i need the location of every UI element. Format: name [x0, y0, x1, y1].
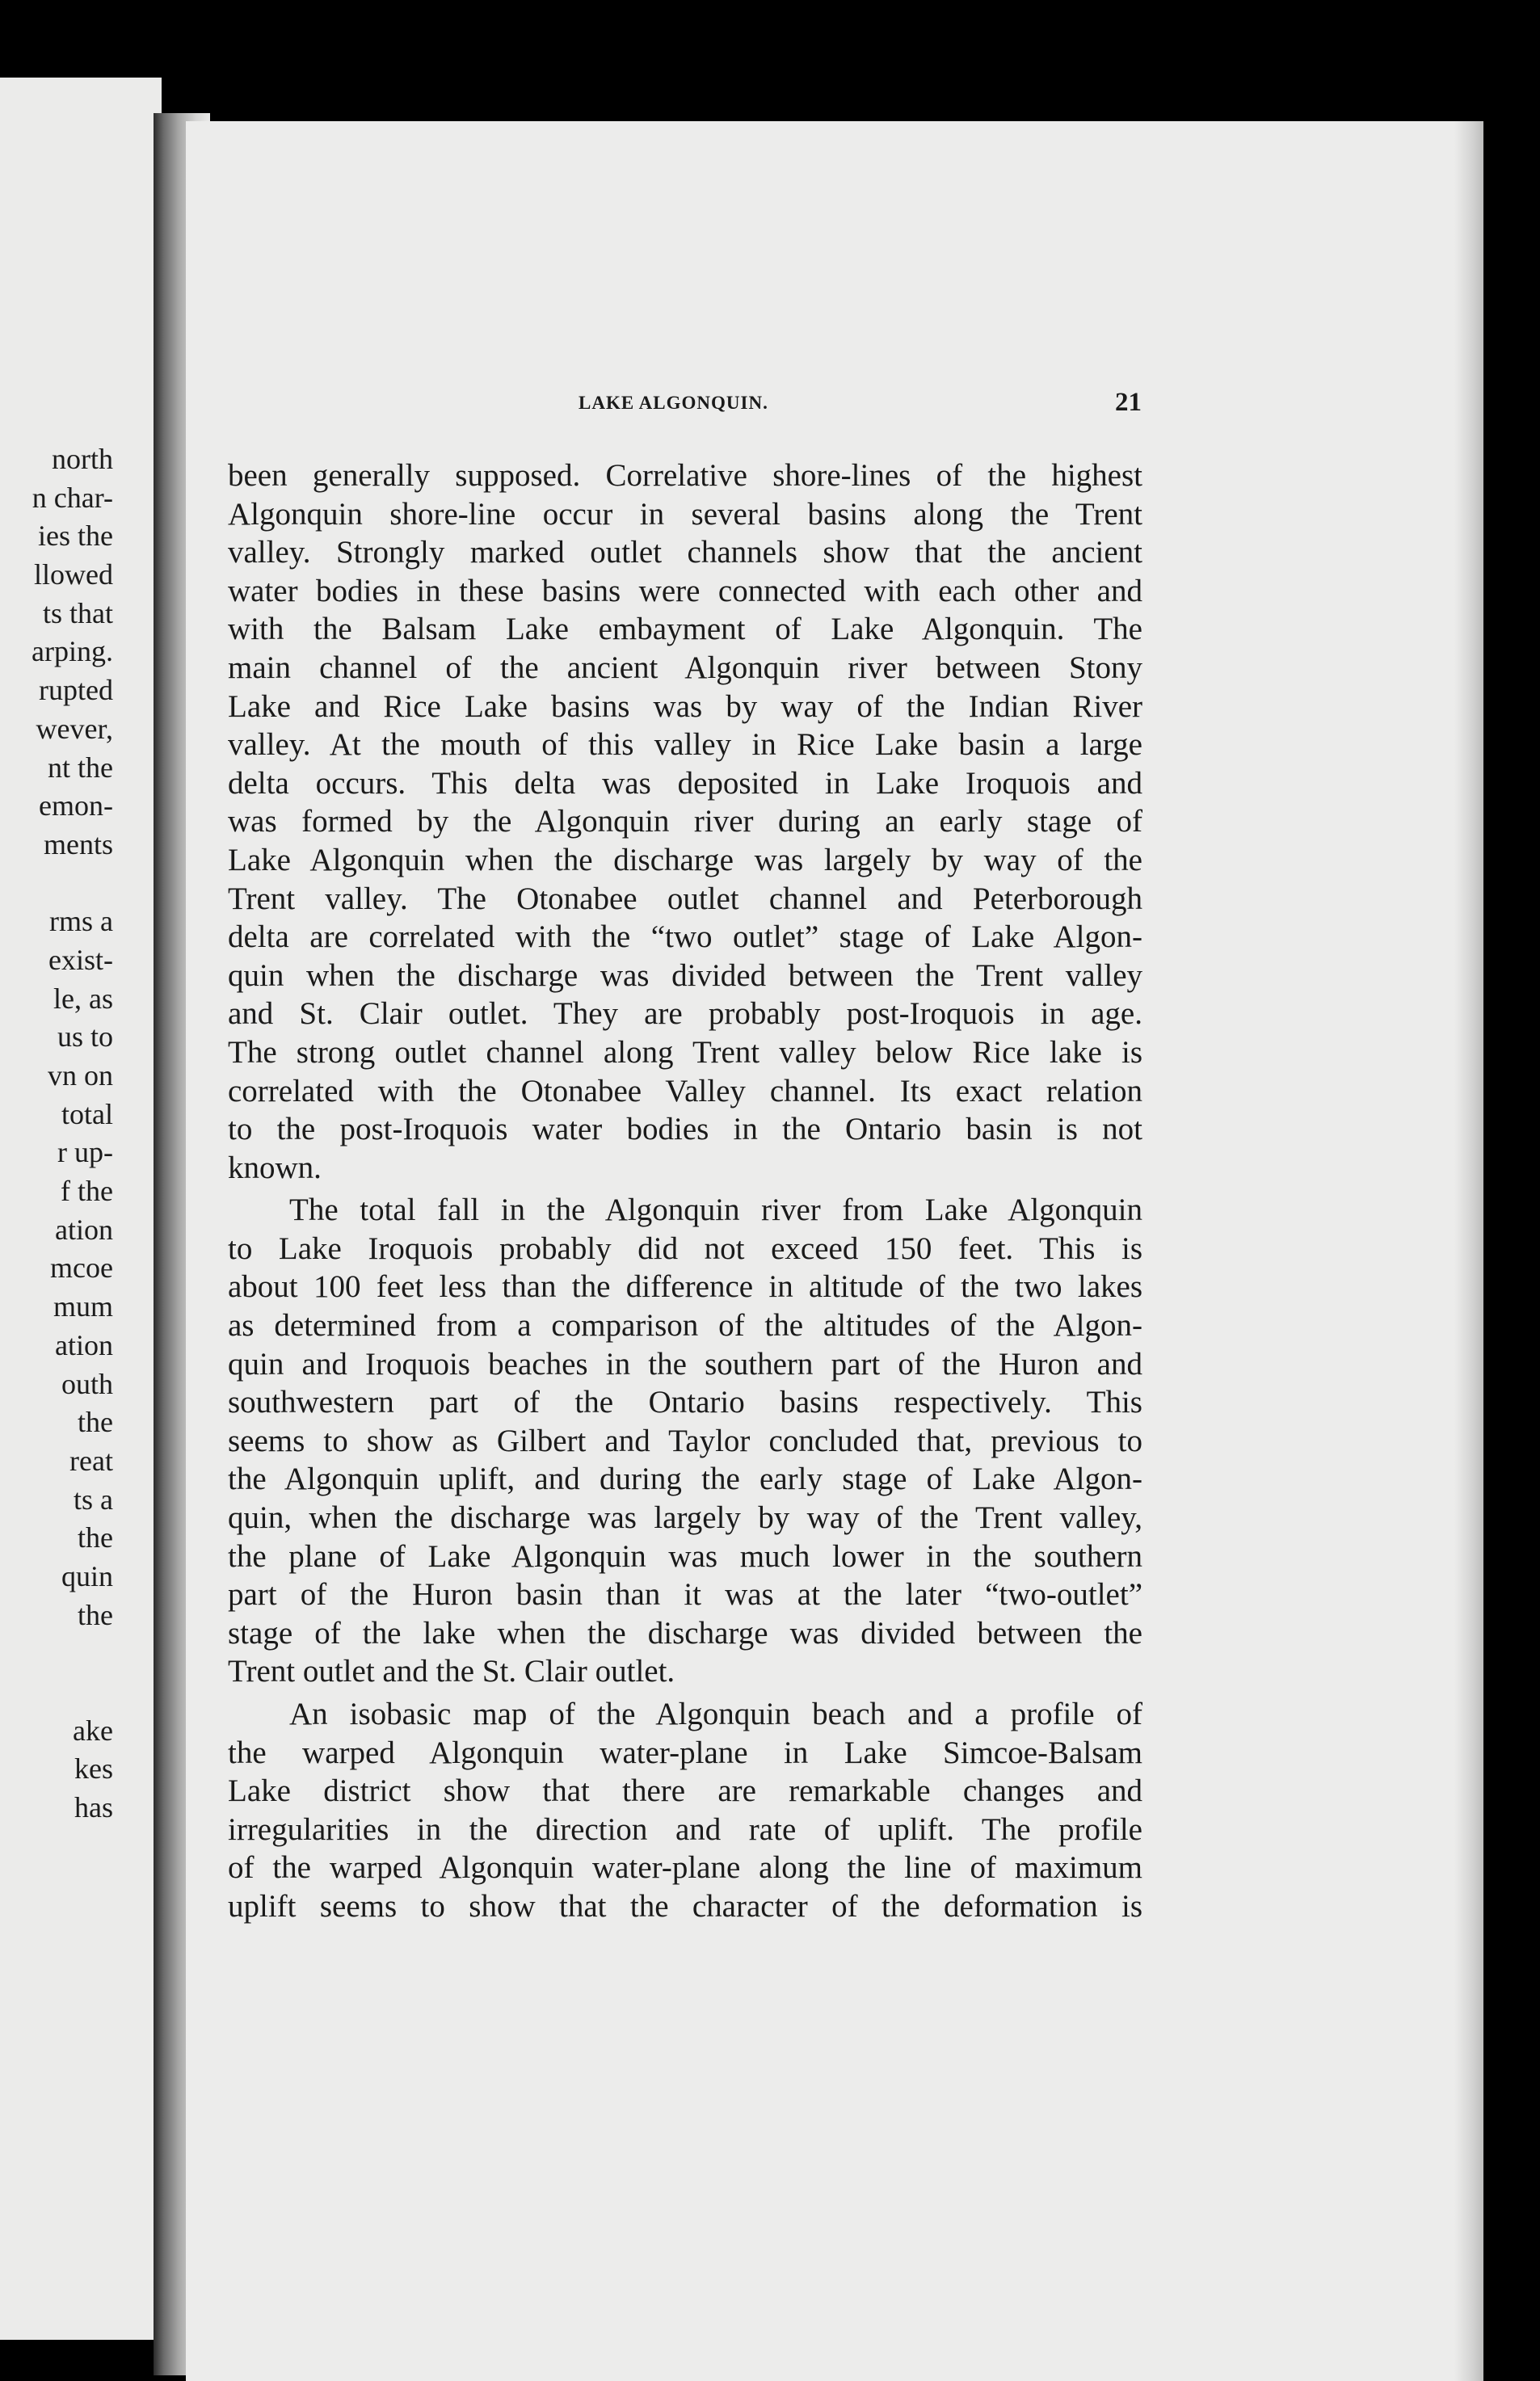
previous-page-line: reat — [69, 1444, 113, 1477]
text-line: valley. At the mouth of this valley in Rice Lake basin a large — [228, 727, 1142, 763]
previous-page-line: ation — [55, 1328, 113, 1361]
previous-page-line: rms a — [49, 905, 113, 938]
previous-page-line: rupted — [39, 674, 113, 707]
previous-page-line: quin — [61, 1559, 113, 1592]
text-line: of the warped Algonquin water-plane along the line of maximum — [228, 1850, 1142, 1886]
text-line: An isobasic map of the Algonquin beach and a profile of — [289, 1697, 1142, 1731]
text-line: The strong outlet channel along Trent valley below Rice lake is — [228, 1034, 1142, 1070]
text-line: about 100 feet less than the difference in altitude of the two lakes — [228, 1269, 1142, 1305]
text-line: to Lake Iroquois probably did not exceed 150 feet. This is — [228, 1230, 1142, 1266]
previous-page-line: arping. — [32, 635, 113, 668]
previous-page-line: ts that — [43, 596, 113, 629]
previous-page-line: the — [78, 1521, 113, 1554]
previous-page-line: emon- — [39, 789, 113, 822]
text-line: Trent valley. The Otonabee outlet channel and Peterborough — [228, 881, 1142, 916]
previous-page-line — [32, 1634, 113, 1673]
previous-page-line: north — [52, 443, 113, 475]
previous-page-line: total — [61, 1097, 113, 1130]
text-line: valley. Strongly marked outlet channels show that the ancient — [228, 535, 1142, 570]
previous-page-line: exist- — [48, 943, 113, 976]
previous-page-line: us to — [57, 1020, 113, 1054]
previous-page-line — [32, 1673, 113, 1712]
previous-page-line: ments — [44, 827, 113, 860]
text-line: and St. Clair outlet. They are probably post-Iroquois in age. — [228, 996, 1142, 1032]
previous-page-line: ake — [73, 1714, 113, 1747]
text-line: stage of the lake when the discharge was divided between the — [228, 1615, 1142, 1651]
previous-page-line: wever, — [36, 712, 113, 745]
text-line: known. — [228, 1150, 322, 1185]
text-line: to the post-Iroquois water bodies in the Ontario basin is not — [228, 1112, 1142, 1147]
page-number: 21 — [1115, 388, 1142, 417]
paragraph — [228, 456, 1142, 1187]
text-line: seems to show as Gilbert and Taylor concluded that, previous to — [228, 1423, 1142, 1458]
text-line: southwestern part of the Ontario basins respectively. This — [228, 1385, 1142, 1420]
running-head: LAKE ALGONQUIN. — [579, 393, 768, 413]
previous-page-line: kes — [74, 1752, 113, 1786]
previous-page-text — [32, 440, 113, 1828]
text-line: the warped Algonquin water-plane in Lake Simcoe-Balsam — [228, 1735, 1142, 1770]
previous-page-line: vn on — [48, 1059, 113, 1092]
text-line: delta occurs. This delta was deposited in Lake Iroquois and — [228, 765, 1142, 801]
previous-page-line: llowed — [34, 558, 113, 591]
page-body-text — [228, 456, 1142, 1926]
previous-page-line: mcoe — [50, 1251, 113, 1285]
text-line: main channel of the ancient Algonquin river between Stony — [228, 650, 1142, 685]
text-line: quin, when the discharge was largely by way of the Trent valley, — [228, 1500, 1142, 1536]
text-line: was formed by the Algonquin river during an early stage of — [228, 804, 1142, 839]
text-line: Algonquin shore-line occur in several basins along the Trent — [228, 496, 1142, 532]
text-line: Lake Algonquin when the discharge was largely by way of the — [228, 842, 1142, 877]
text-line: as determined from a comparison of the altitudes of the Algon- — [228, 1308, 1142, 1344]
text-line: part of the Huron basin than it was at the later “two-outlet” — [228, 1577, 1142, 1613]
text-line: Lake district show that there are remarkable changes and — [228, 1773, 1142, 1809]
previous-page-line: ts a — [74, 1483, 113, 1516]
text-line: delta are correlated with the “two outlet” stage of Lake Algon- — [228, 919, 1142, 955]
previous-page-line: mum — [53, 1290, 113, 1323]
text-line: Trent outlet and the St. Clair outlet. — [228, 1654, 675, 1689]
previous-page-line: r up- — [57, 1136, 113, 1169]
text-line: been generally supposed. Correlative shore-lines of the highest — [228, 458, 1142, 493]
page-edge-shadow — [1454, 121, 1483, 2381]
text-line: the Algonquin uplift, and during the early stage of Lake Algon- — [228, 1462, 1142, 1497]
previous-page-line: f the — [61, 1175, 113, 1208]
previous-page-line: the — [78, 1406, 113, 1439]
text-line: quin when the discharge was divided between the Trent valley — [228, 957, 1142, 993]
paragraph — [228, 1191, 1142, 1691]
text-line: water bodies in these basins were connected with each other and — [228, 573, 1142, 608]
previous-page-line: outh — [61, 1367, 113, 1400]
previous-page-line: le, as — [53, 982, 113, 1015]
previous-page-line: ies the — [38, 520, 113, 553]
previous-page-fragment — [0, 78, 162, 2340]
text-line: uplift seems to show that the character of the deformation is — [228, 1888, 1142, 1924]
previous-page-line — [32, 864, 113, 903]
previous-page-line: nt the — [48, 751, 113, 784]
previous-page-line: n char- — [32, 481, 113, 514]
text-line: irregularities in the direction and rate of uplift. The profile — [228, 1811, 1142, 1847]
text-line: The total fall in the Algonquin river from Lake Algonquin — [289, 1193, 1142, 1228]
previous-page-line: ation — [55, 1213, 113, 1246]
text-line: the plane of Lake Algonquin was much lower in the southern — [228, 1538, 1142, 1574]
previous-page-line: has — [74, 1791, 113, 1824]
previous-page-line: the — [78, 1598, 113, 1631]
text-line: with the Balsam Lake embayment of Lake Algonquin. The — [228, 612, 1142, 647]
text-line: Lake and Rice Lake basins was by way of the Indian River — [228, 688, 1142, 724]
text-line: correlated with the Otonabee Valley channel. Its exact relation — [228, 1073, 1142, 1108]
text-line: quin and Iroquois beaches in the southern part of the Huron and — [228, 1346, 1142, 1382]
paragraph — [228, 1695, 1142, 1926]
